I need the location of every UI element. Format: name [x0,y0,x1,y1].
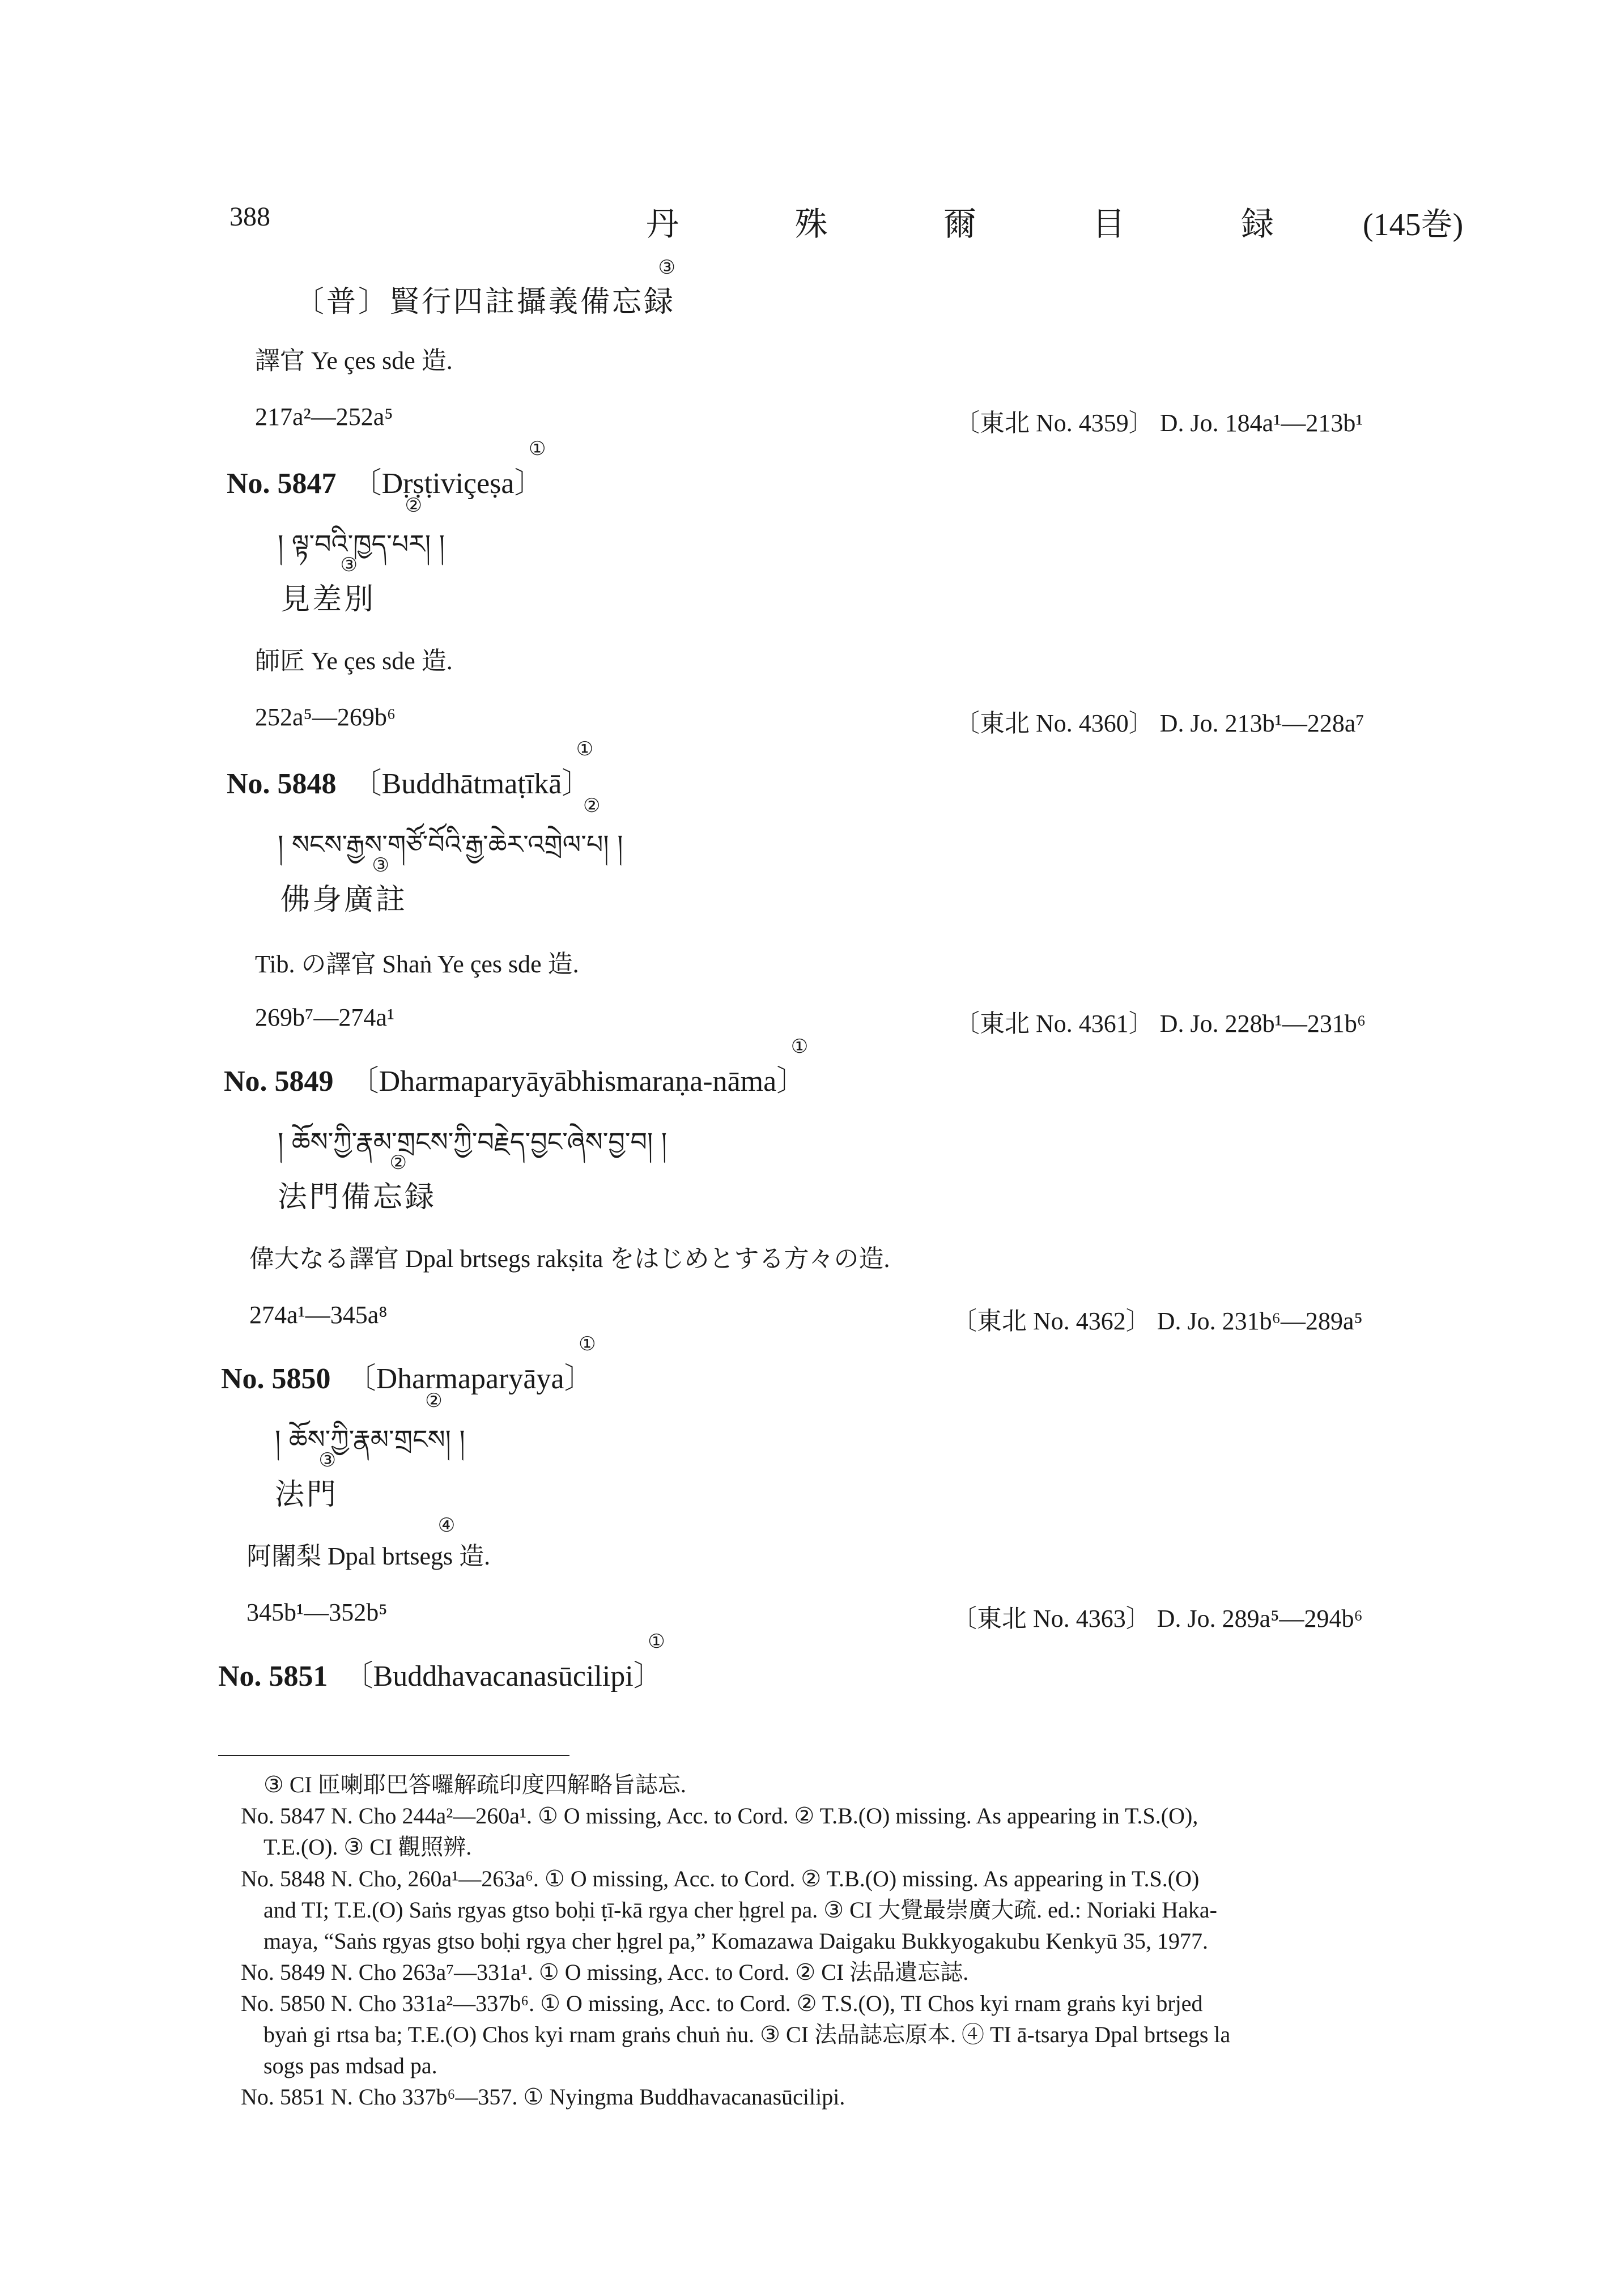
sanskrit-title: 〔Buddhavacanasūcilipi〕 [343,1660,663,1693]
entry-5847-folio: 252a⁵—269b⁶ [255,703,396,731]
tibetan-title: ། ཆོས་ཀྱི་རྣམ་གྲངས། ། [275,1424,465,1455]
footnote-marker: ② [389,1153,410,1173]
footnote-line: sogs pas mdsad pa. [263,2053,437,2078]
prev-entry-title-text: 〔普〕賢行四註攝義備忘録 [295,286,676,318]
volume-label: (145巻) [1363,207,1464,243]
prev-entry-author: 譯官 Ye çes sde 造. [255,347,453,375]
entry-5848-folio: 269b⁷—274a¹ [255,1004,395,1031]
footnote-line: No. 5848 N. Cho, 260a¹—263a⁶. ① O missing, Acc. to Cord. ② T.B.(O) missing. As appearing in T.S.(O) [241,1866,1200,1891]
footnote-marker: ② [583,794,601,817]
footnote-marker: ② [405,494,422,517]
footnote-marker: ① [790,1036,809,1057]
entry-5850-folio: 345b¹—352b⁵ [246,1598,388,1626]
footnote-line: No. 5849 N. Cho 263a⁷—331a¹. ① O missing, Acc. to Cord. ② CI 法品遺忘誌. [241,1959,969,1985]
footnote-line: No. 5850 N. Cho 331a²—337b⁶. ① O missing, Acc. to Cord. ② T.S.(O), TI Chos kyi rnam graṅs kyi brjed [241,1991,1203,2016]
footnote-line: maya, “Saṅs rgyas gtso boḥi rgya cher ḥgrel pa,” Komazawa Daigaku Bukkyogakubu Kenkyū 35, 1977. [263,1928,1209,1954]
sanskrit-title: 〔Buddhātmaṭīkā〕 [352,768,592,800]
entry-5848-heading [227,739,594,802]
entry-5850-author [246,1515,491,1572]
entry-5849-tibetan: ། ཆོས་ཀྱི་རྣམ་གྲངས་ཀྱི་བརྗེད་བྱང་ཞེས་བྱ་བ། ། [278,1126,668,1157]
entry-5848-chinese [280,855,408,918]
entry-number: No. 5847 [227,467,337,500]
footnote-marker: ③ [340,555,360,576]
page-number: 388 [229,202,270,232]
footnote-line: byaṅ gi rtsa ba; T.E.(O) Chos kyi rnam graṅs chuṅ ṅu. ③ CI 法品誌忘原本. ④ TI ā-tsarya Dpal brtsegs la [263,2022,1231,2047]
entry-5847-ref: 〔東北 No. 4360〕 D. Jo. 213b¹—228a⁷ [955,709,1364,737]
chinese-title: 佛身廣註 [280,884,408,916]
entry-5849-author: 偉大なる譯官 Dpal brtsegs rakṣita をはじめとする方々の造. [249,1245,890,1273]
entry-5847-heading [227,439,546,501]
sanskrit-title: 〔Dharmaparyāya〕 [346,1363,594,1395]
entry-5850-heading [221,1334,596,1397]
entry-5849-ref: 〔東北 No. 4362〕 D. Jo. 231b⁶—289a⁵ [952,1307,1363,1335]
footnote-line: and TI; T.E.(O) Saṅs rgyas gtso boḥi ṭī-kā rgya cher ḥgrel pa. ③ CI 大覺最崇廣大疏. ed.: Noriaki Haka- [263,1897,1217,1923]
entry-number: No. 5848 [227,768,337,800]
entry-5848-ref: 〔東北 No. 4361〕 D. Jo. 228b¹—231b⁶ [955,1010,1366,1038]
footnote-marker: ① [576,739,594,760]
footnote-marker: ① [648,1631,665,1652]
footnote-marker: ③ [318,1450,339,1471]
footnote-marker: ① [529,439,546,460]
entry-5850-ref: 〔東北 No. 4363〕 D. Jo. 289a⁵—294b⁶ [952,1605,1363,1632]
tibetan-title: ། ལྟ་བའི་ཁྱད་པར། ། [278,529,445,559]
prev-entry-title [295,257,678,320]
tibetan-title: ། སངས་རྒྱས་གཙོ་བོའི་རྒྱ་ཆེར་འགྲེལ་པ། ། [278,829,623,860]
footnote-marker: ① [579,1334,596,1355]
entry-5849-heading [224,1036,809,1099]
footnote-divider [218,1755,569,1756]
sanskrit-title: 〔Dṛṣṭiviçeṣa〕 [352,467,544,500]
entry-number: No. 5851 [218,1660,328,1693]
entry-5849-chinese [278,1153,437,1215]
author-line: 阿闍梨 Dpal brtsegs 造. [246,1542,491,1570]
chinese-title: 見差別 [280,584,376,616]
footnote-marker: ④ [437,1515,456,1536]
footnote-line: T.E.(O). ③ CI 觀照辨. [263,1834,472,1860]
chinese-title: 法門 [275,1479,339,1511]
entry-5851-heading [218,1631,665,1694]
entry-5848-author: Tib. の譯官 Shaṅ Ye çes sde 造. [255,950,579,978]
footnote-marker: ③ [658,257,678,278]
chinese-title: 法門備忘録 [278,1181,437,1214]
footnote-marker: ③ [372,855,392,876]
prev-entry-ref: 〔東北 No. 4359〕 D. Jo. 184a¹—213b¹ [955,409,1363,437]
running-title: 丹 殊 爾 目 録 [646,206,1328,243]
entry-5849-folio: 274a¹—345a⁸ [249,1301,388,1329]
entry-5850-chinese [275,1450,339,1513]
footnote-line: ③ CI 匝喇耶巴答囉解疏印度四解略旨誌忘. [263,1772,686,1797]
entry-number: No. 5850 [221,1363,331,1395]
footnote-marker: ② [425,1389,443,1412]
footnote-line: No. 5851 N. Cho 337b⁶—357. ① Nyingma Buddhavacanasūcilipi. [241,2084,845,2110]
sanskrit-title: 〔Dharmaparyāyābhismaraṇa-nāma〕 [349,1065,806,1098]
entry-number: No. 5849 [224,1065,334,1098]
footnote-line: No. 5847 N. Cho 244a²—260a¹. ① O missing, Acc. to Cord. ② T.B.(O) missing. As appearing in T.S.(O), [241,1803,1198,1829]
entry-5847-chinese [280,555,376,618]
entry-5847-author: 師匠 Ye çes sde 造. [255,647,453,675]
prev-entry-folio: 217a²—252a⁵ [255,403,393,431]
